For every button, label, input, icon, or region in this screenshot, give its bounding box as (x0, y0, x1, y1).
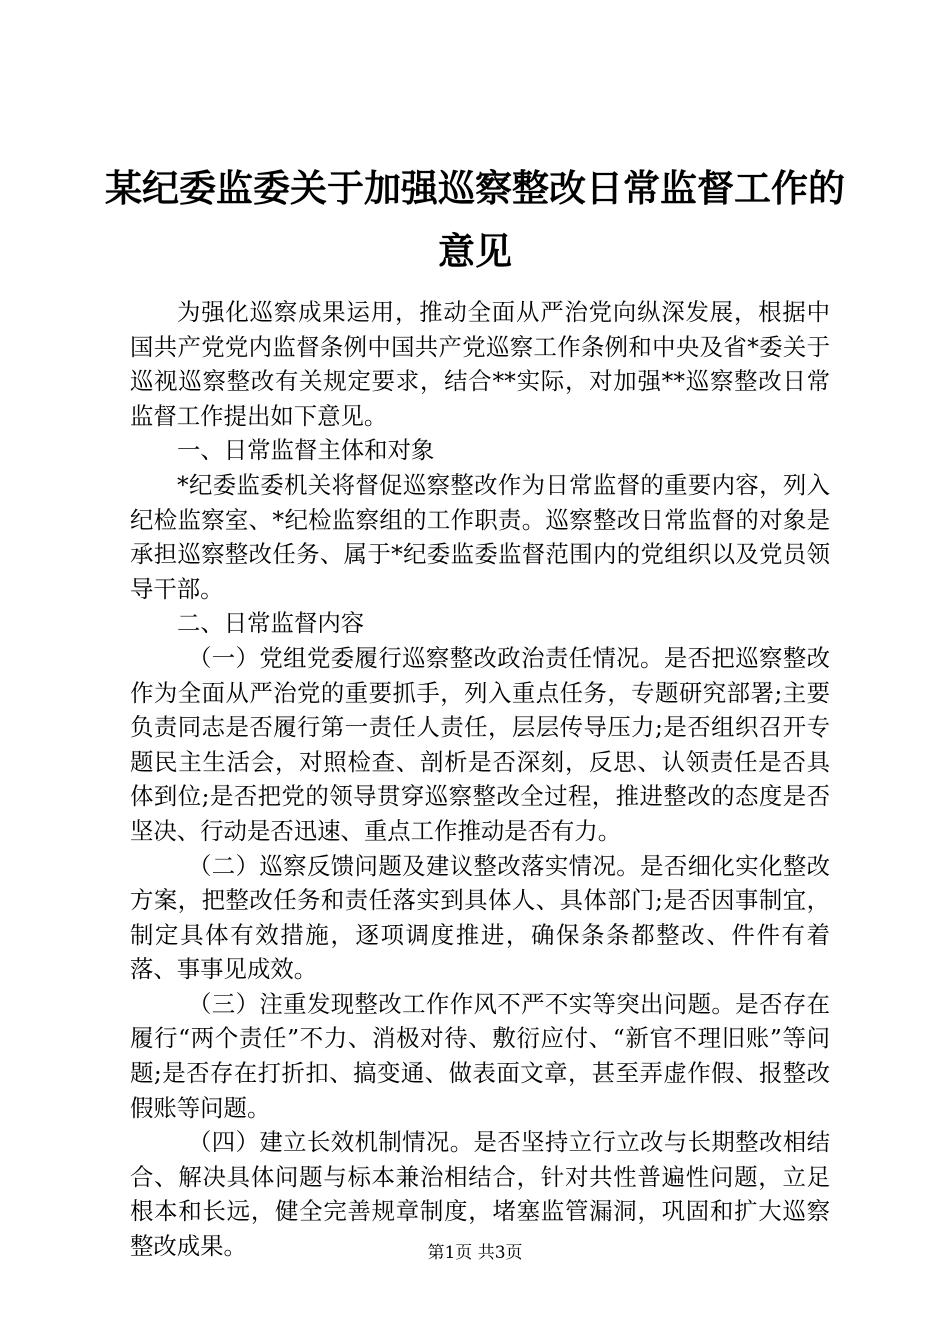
section-heading-1: 一、日常监督主体和对象 (177, 436, 435, 465)
section-1-paragraph: *纪委监委机关将督促巡察整改作为日常监督的重要内容，列入纪检监察室、*纪检监察组的工作职责。巡察整改日常监督的对象是承担巡察整改任务、属于*纪委监委监督范围内的党组织以及党员领导干部。 (130, 470, 830, 603)
item-4-paragraph: （四）建立长效机制情况。是否坚持立行立改与长期整改相结合、解决具体问题与标本兼治相结合，针对共性普遍性问题，立足根本和长远，健全完善规章制度，堵塞监管漏洞，巩固和扩大巡察整改成果。 (130, 1128, 830, 1261)
item-1-paragraph: （一）党组党委履行巡察整改政治责任情况。是否把巡察整改作为全面从严治党的重要抓手，列入重点任务，专题研究部署;主要负责同志是否履行第一责任人责任，层层传导压力;是否组织召开专题民主生活会，对照检查、剖析是否深刻，反思、认领责任是否具体到位;是否把党的领导贯穿巡察整改全过程，推进整改的态度是否坚决、行动是否迅速、重点工作推动是否有力。 (130, 643, 830, 845)
intro-paragraph: 为强化巡察成果运用，推动全面从严治党向纵深发展，根据中国共产党党内监督条例中国共产党巡察工作条例和中央及省*委关于巡视巡察整改有关规定要求，结合**实际，对加强**巡察整改日常监督工作提出如下意见。 (130, 298, 830, 430)
document-title: 某纪委监委关于加强巡察整改日常监督工作的意见 (105, 166, 845, 273)
item-2-paragraph: （二）巡察反馈问题及建议整改落实情况。是否细化实化整改方案，把整改任务和责任落实到具体人、具体部门;是否因事制宜，制定具体有效措施，逐项调度推进，确保条条都整改、件件有着落、事事见成效。 (130, 851, 830, 984)
page-footer: 第1页 共3页 (427, 1243, 523, 1263)
document-body (130, 295, 830, 1264)
section-heading-2: 二、日常监督内容 (177, 609, 365, 638)
item-3-paragraph: （三）注重发现整改工作作风不严不实等突出问题。是否存在履行“两个责任”不力、消极对待、敷衍应付、“新官不理旧账”等问题;是否存在打折扣、搞变通、做表面文章，甚至弄虚作假、报整改假账等问题。 (130, 989, 830, 1122)
